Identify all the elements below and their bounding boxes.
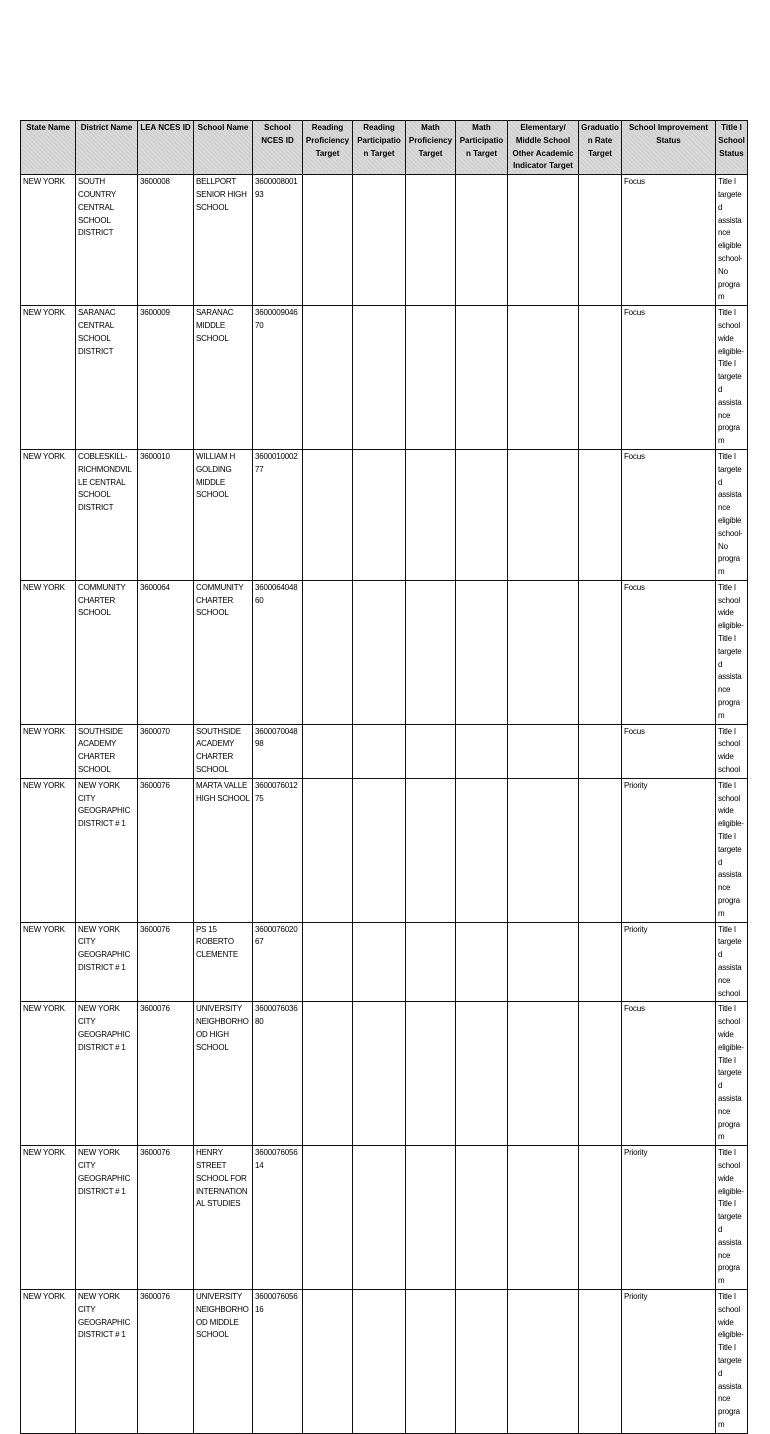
cell-school: MARTA VALLE HIGH SCHOOL: [194, 778, 253, 922]
cell-school: PS 15 ROBERTO CLEMENTE: [194, 922, 253, 1002]
cell-state: NEW YORK: [21, 922, 76, 1002]
cell-school-id: 360007004898: [253, 724, 303, 778]
cell-grad-rate: [579, 580, 622, 724]
cell-school: BELLPORT SENIOR HIGH SCHOOL: [194, 175, 253, 306]
col-header-title-i-status: Title I School Status: [716, 121, 748, 175]
cell-improvement-status: Focus: [622, 724, 716, 778]
cell-school-id: 360007603680: [253, 1002, 303, 1146]
cell-school: SARANAC MIDDLE SCHOOL: [194, 306, 253, 450]
cell-math-part: [456, 1002, 508, 1146]
cell-reading-part: [353, 1146, 406, 1290]
cell-reading-prof: [303, 1146, 353, 1290]
cell-lea-id: 3600076: [138, 1289, 194, 1433]
cell-math-prof: [406, 922, 456, 1002]
cell-district: COMMUNITY CHARTER SCHOOL: [76, 580, 138, 724]
cell-math-part: [456, 724, 508, 778]
cell-grad-rate: [579, 175, 622, 306]
cell-school: UNIVERSITY NEIGHBORHOOD MIDDLE SCHOOL: [194, 1289, 253, 1433]
cell-reading-prof: [303, 778, 353, 922]
cell-state: NEW YORK: [21, 175, 76, 306]
cell-lea-id: 3600009: [138, 306, 194, 450]
cell-district: NEW YORK CITY GEOGRAPHIC DISTRICT # 1: [76, 1002, 138, 1146]
cell-reading-part: [353, 778, 406, 922]
cell-lea-id: 3600076: [138, 778, 194, 922]
cell-reading-part: [353, 1002, 406, 1146]
cell-reading-part: [353, 580, 406, 724]
cell-other-indicator: [508, 306, 579, 450]
cell-improvement-status: Focus: [622, 1002, 716, 1146]
cell-improvement-status: Priority: [622, 1289, 716, 1433]
table-row: [21, 1146, 748, 1290]
cell-reading-part: [353, 1289, 406, 1433]
cell-title-i-status: Title I targeted assistance school: [716, 922, 748, 1002]
cell-state: NEW YORK: [21, 1289, 76, 1433]
cell-lea-id: 3600008: [138, 175, 194, 306]
cell-math-part: [456, 1146, 508, 1290]
table-row: [21, 778, 748, 922]
cell-school: SOUTHSIDE ACADEMY CHARTER SCHOOL: [194, 724, 253, 778]
cell-math-part: [456, 1289, 508, 1433]
cell-improvement-status: Focus: [622, 306, 716, 450]
col-header-school-name: School Name: [194, 121, 253, 175]
cell-math-prof: [406, 1146, 456, 1290]
cell-school: UNIVERSITY NEIGHBORHOOD HIGH SCHOOL: [194, 1002, 253, 1146]
cell-state: NEW YORK: [21, 724, 76, 778]
cell-lea-id: 3600010: [138, 449, 194, 580]
cell-math-prof: [406, 1289, 456, 1433]
cell-reading-prof: [303, 580, 353, 724]
cell-state: NEW YORK: [21, 306, 76, 450]
cell-grad-rate: [579, 922, 622, 1002]
cell-state: NEW YORK: [21, 1002, 76, 1146]
cell-state: NEW YORK: [21, 449, 76, 580]
cell-improvement-status: Priority: [622, 922, 716, 1002]
cell-grad-rate: [579, 449, 622, 580]
col-header-graduation-rate: Graduation Rate Target: [579, 121, 622, 175]
cell-lea-id: 3600076: [138, 922, 194, 1002]
cell-lea-id: 3600064: [138, 580, 194, 724]
cell-grad-rate: [579, 724, 622, 778]
col-header-reading-proficiency: Reading Proficiency Target: [303, 121, 353, 175]
cell-other-indicator: [508, 922, 579, 1002]
cell-lea-id: 3600070: [138, 724, 194, 778]
col-header-math-participation: Math Participation Target: [456, 121, 508, 175]
table-row: [21, 922, 748, 1002]
cell-district: SOUTHSIDE ACADEMY CHARTER SCHOOL: [76, 724, 138, 778]
cell-reading-prof: [303, 175, 353, 306]
table-row: [21, 306, 748, 450]
cell-other-indicator: [508, 724, 579, 778]
col-header-math-proficiency: Math Proficiency Target: [406, 121, 456, 175]
cell-grad-rate: [579, 1289, 622, 1433]
cell-school-id: 360000904670: [253, 306, 303, 450]
col-header-state-name: State Name: [21, 121, 76, 175]
cell-school-id: 360001000277: [253, 449, 303, 580]
cell-school-id: 360007605614: [253, 1146, 303, 1290]
cell-title-i-status: Title I schoolwide school: [716, 724, 748, 778]
cell-grad-rate: [579, 306, 622, 450]
cell-district: NEW YORK CITY GEOGRAPHIC DISTRICT # 1: [76, 1289, 138, 1433]
table-row: [21, 1002, 748, 1146]
col-header-district-name: District Name: [76, 121, 138, 175]
cell-improvement-status: Focus: [622, 449, 716, 580]
cell-school-id: 360007601275: [253, 778, 303, 922]
col-header-school-improvement-status: School Improvement Status: [622, 121, 716, 175]
school-status-table: [20, 120, 748, 1434]
cell-math-prof: [406, 778, 456, 922]
cell-title-i-status: Title I schoolwide eligible-Title I targeted assistance program: [716, 1289, 748, 1433]
cell-district: SARANAC CENTRAL SCHOOL DISTRICT: [76, 306, 138, 450]
cell-math-part: [456, 175, 508, 306]
cell-improvement-status: Priority: [622, 778, 716, 922]
cell-math-prof: [406, 724, 456, 778]
cell-math-prof: [406, 449, 456, 580]
table-row: [21, 449, 748, 580]
cell-school-id: 360000800193: [253, 175, 303, 306]
cell-other-indicator: [508, 1002, 579, 1146]
cell-district: NEW YORK CITY GEOGRAPHIC DISTRICT # 1: [76, 922, 138, 1002]
cell-school: WILLIAM H GOLDING MIDDLE SCHOOL: [194, 449, 253, 580]
cell-math-part: [456, 306, 508, 450]
cell-math-part: [456, 778, 508, 922]
cell-reading-prof: [303, 449, 353, 580]
cell-math-prof: [406, 306, 456, 450]
cell-lea-id: 3600076: [138, 1002, 194, 1146]
cell-district: COBLESKILL-RICHMONDVILLE CENTRAL SCHOOL DISTRICT: [76, 449, 138, 580]
cell-reading-part: [353, 922, 406, 1002]
cell-school: HENRY STREET SCHOOL FOR INTERNATIONAL STUDIES: [194, 1146, 253, 1290]
cell-improvement-status: Priority: [622, 1146, 716, 1290]
cell-title-i-status: Title I schoolwide eligible-Title I targeted assistance program: [716, 306, 748, 450]
cell-grad-rate: [579, 778, 622, 922]
cell-school: COMMUNITY CHARTER SCHOOL: [194, 580, 253, 724]
table-row: [21, 1289, 748, 1433]
cell-title-i-status: Title I targeted assistance eligible school-No program: [716, 449, 748, 580]
cell-title-i-status: Title I schoolwide eligible-Title I targeted assistance program: [716, 1002, 748, 1146]
cell-reading-prof: [303, 922, 353, 1002]
cell-math-part: [456, 580, 508, 724]
cell-reading-part: [353, 724, 406, 778]
cell-district: NEW YORK CITY GEOGRAPHIC DISTRICT # 1: [76, 778, 138, 922]
cell-math-prof: [406, 580, 456, 724]
cell-reading-part: [353, 306, 406, 450]
cell-state: NEW YORK: [21, 1146, 76, 1290]
cell-title-i-status: Title I schoolwide eligible-Title I targeted assistance program: [716, 778, 748, 922]
table-row: [21, 580, 748, 724]
cell-grad-rate: [579, 1002, 622, 1146]
cell-reading-part: [353, 449, 406, 580]
cell-school-id: 360007605616: [253, 1289, 303, 1433]
cell-other-indicator: [508, 580, 579, 724]
cell-reading-prof: [303, 1002, 353, 1146]
cell-other-indicator: [508, 449, 579, 580]
cell-district: NEW YORK CITY GEOGRAPHIC DISTRICT # 1: [76, 1146, 138, 1290]
cell-state: NEW YORK: [21, 580, 76, 724]
cell-title-i-status: Title I schoolwide eligible-Title I targeted assistance program: [716, 1146, 748, 1290]
cell-math-prof: [406, 175, 456, 306]
cell-math-part: [456, 922, 508, 1002]
cell-math-prof: [406, 1002, 456, 1146]
cell-reading-prof: [303, 1289, 353, 1433]
cell-other-indicator: [508, 1146, 579, 1290]
cell-improvement-status: Focus: [622, 175, 716, 306]
cell-improvement-status: Focus: [622, 580, 716, 724]
header-row: [21, 121, 748, 175]
cell-school-id: 360007602067: [253, 922, 303, 1002]
cell-title-i-status: Title I schoolwide eligible-Title I targeted assistance program: [716, 580, 748, 724]
cell-lea-id: 3600076: [138, 1146, 194, 1290]
cell-reading-part: [353, 175, 406, 306]
cell-other-indicator: [508, 175, 579, 306]
table-row: [21, 175, 748, 306]
cell-other-indicator: [508, 1289, 579, 1433]
col-header-reading-participation: Reading Participation Target: [353, 121, 406, 175]
cell-reading-prof: [303, 724, 353, 778]
col-header-school-nces-id: School NCES ID: [253, 121, 303, 175]
col-header-lea-nces-id: LEA NCES ID: [138, 121, 194, 175]
cell-title-i-status: Title I targeted assistance eligible school-No program: [716, 175, 748, 306]
cell-district: SOUTH COUNTRY CENTRAL SCHOOL DISTRICT: [76, 175, 138, 306]
cell-state: NEW YORK: [21, 778, 76, 922]
cell-grad-rate: [579, 1146, 622, 1290]
cell-other-indicator: [508, 778, 579, 922]
table-row: [21, 724, 748, 778]
col-header-other-academic-indicator: Elementary/ Middle School Other Academic Indicator Target: [508, 121, 579, 175]
cell-school-id: 360006404860: [253, 580, 303, 724]
cell-math-part: [456, 449, 508, 580]
cell-reading-prof: [303, 306, 353, 450]
